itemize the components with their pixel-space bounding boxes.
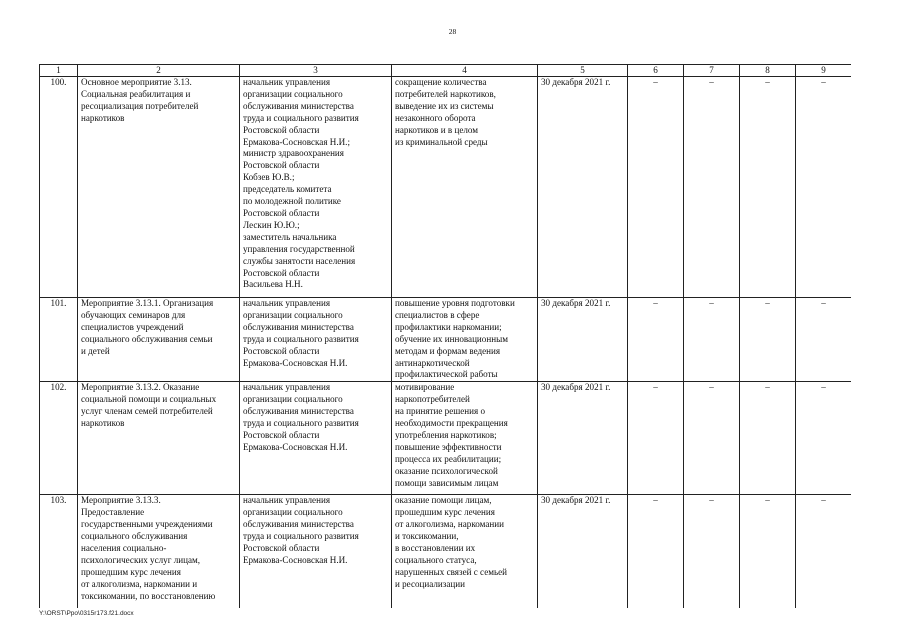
event-line: обучающих семинаров для — [81, 309, 186, 320]
responsible-line: Ермакова-Сосновская Н.И. — [243, 357, 348, 368]
column-header-8: 8 — [740, 65, 796, 77]
responsible-line: Ермакова-Сосновская Н.И.; — [243, 136, 350, 147]
responsible-line: председатель комитета — [243, 184, 332, 195]
result-line: в восстановлении их — [395, 542, 476, 553]
responsible-line: Васильева Н.Н. — [243, 279, 303, 290]
result-line: мотивирование — [395, 382, 455, 393]
cell-c6: – — [628, 495, 684, 608]
result-line: антинаркотической — [395, 357, 470, 368]
responsible-line: организации социального — [243, 88, 343, 99]
event-line: социального обслуживания — [81, 531, 188, 542]
event-line: Основное мероприятие 3.13. — [81, 77, 192, 87]
event-line: Мероприятие 3.13.3. — [81, 495, 161, 506]
cell-event — [78, 77, 240, 298]
event-line: социального обслуживания семьи — [81, 333, 213, 344]
cell-c9: – — [796, 298, 852, 382]
cell-c9: – — [796, 495, 852, 608]
responsible-line: организации социального — [243, 507, 343, 518]
event-line: Мероприятие 3.13.2. Оказание — [81, 382, 200, 393]
responsible-line: труда и социального развития — [243, 531, 359, 542]
event-line: токсикомании, по восстановлению — [81, 590, 216, 601]
cell-c7: – — [684, 495, 740, 608]
result-line: специалистов в сфере — [395, 309, 480, 320]
result-line: процесса их реабилитации; — [395, 453, 502, 464]
cell-c7: – — [684, 77, 740, 298]
plan-table — [39, 64, 851, 608]
result-line: употребления наркотиков; — [395, 429, 497, 440]
result-line: профилактической работы — [395, 369, 498, 380]
responsible-line: обслуживания министерства — [243, 406, 354, 417]
responsible-line: заместитель начальника — [243, 231, 337, 242]
event-line: специалистов учреждений — [81, 321, 184, 332]
cell-responsible — [240, 298, 392, 382]
responsible-line: организации социального — [243, 394, 343, 405]
cell-deadline: 30 декабря 2021 г. — [538, 77, 628, 298]
column-header-7: 7 — [684, 65, 740, 77]
event-line: наркотиков — [81, 112, 125, 123]
result-line: незаконного оборота — [395, 112, 476, 123]
cell-c7: – — [684, 298, 740, 382]
responsible-line: Ермакова-Сосновская Н.И. — [243, 554, 348, 565]
result-line: сокращение количества — [395, 77, 487, 87]
responsible-line: труда и социального развития — [243, 418, 359, 429]
responsible-line: Ростовской области — [243, 542, 320, 553]
responsible-line: по молодежной политике — [243, 196, 341, 207]
result-line: обучение их инновационным — [395, 333, 508, 344]
result-line: повышение эффективности — [395, 441, 502, 452]
cell-result — [392, 382, 538, 495]
result-line: и токсикомании, — [395, 531, 459, 542]
plan-table-container — [39, 64, 851, 608]
cell-c6: – — [628, 298, 684, 382]
result-line: от алкоголизма, наркомании — [395, 519, 505, 530]
responsible-line: Кобзев Ю.В.; — [243, 172, 295, 183]
result-line: на принятие решения о — [395, 406, 486, 417]
result-line: помощи зависимым лицам — [395, 477, 499, 488]
result-line: и ресоциализации — [395, 578, 466, 589]
row-number: 102. — [40, 382, 78, 495]
result-line: оказание психологической — [395, 465, 498, 476]
responsible-line: службы занятости населения — [243, 255, 356, 266]
result-line: профилактики наркомании; — [395, 321, 502, 332]
cell-c8: – — [740, 382, 796, 495]
cell-c8: – — [740, 495, 796, 608]
result-line: наркотиков и в целом — [395, 124, 479, 135]
event-line: прошедшим курс лечения — [81, 566, 181, 577]
responsible-line: Ростовской области — [243, 160, 320, 171]
cell-c6: – — [628, 382, 684, 495]
event-line: государственными учреждениями — [81, 519, 213, 530]
responsible-line: начальник управления — [243, 77, 330, 87]
cell-c8: – — [740, 77, 796, 298]
responsible-line: начальник управления — [243, 382, 330, 393]
responsible-line: управления государственной — [243, 243, 355, 254]
cell-responsible — [240, 382, 392, 495]
result-line: нарушенных связей с семьей — [395, 566, 508, 577]
cell-c6: – — [628, 77, 684, 298]
event-line: от алкоголизма, наркомании и — [81, 578, 198, 589]
header-row — [40, 65, 852, 77]
responsible-line: министр здравоохранения — [243, 148, 344, 159]
responsible-line: труда и социального развития — [243, 333, 359, 344]
result-line: социального статуса, — [395, 554, 477, 565]
responsible-line: начальник управления — [243, 495, 330, 506]
result-line: повышение уровня подготовки — [395, 298, 515, 308]
table-row — [40, 382, 852, 495]
cell-c8: – — [740, 298, 796, 382]
responsible-line: Ростовской области — [243, 207, 320, 218]
column-header-2: 2 — [78, 65, 240, 77]
event-line: населения социально- — [81, 542, 167, 553]
column-header-6: 6 — [628, 65, 684, 77]
result-line: оказание помощи лицам, — [395, 495, 492, 506]
responsible-line: начальник управления — [243, 298, 330, 308]
responsible-line: Ростовской области — [243, 124, 320, 135]
event-line: ресоциализация потребителей — [81, 100, 199, 111]
responsible-line: Ермакова-Сосновская Н.И. — [243, 441, 348, 452]
cell-c9: – — [796, 77, 852, 298]
column-header-3: 3 — [240, 65, 392, 77]
cell-result — [392, 77, 538, 298]
responsible-line: обслуживания министерства — [243, 519, 354, 530]
responsible-line: труда и социального развития — [243, 112, 359, 123]
column-header-1: 1 — [40, 65, 78, 77]
result-line: выведение их из системы — [395, 100, 494, 111]
cell-event — [78, 298, 240, 382]
cell-deadline: 30 декабря 2021 г. — [538, 495, 628, 608]
result-line: наркопотребителей — [395, 394, 470, 405]
table-row — [40, 298, 852, 382]
responsible-line: обслуживания министерства — [243, 321, 354, 332]
page-number: 28 — [448, 27, 457, 36]
cell-c9: – — [796, 382, 852, 495]
cell-result — [392, 495, 538, 608]
cell-responsible — [240, 495, 392, 608]
cell-deadline: 30 декабря 2021 г. — [538, 382, 628, 495]
column-header-4: 4 — [392, 65, 538, 77]
responsible-line: обслуживания министерства — [243, 100, 354, 111]
result-line: из криминальной среды — [395, 136, 488, 147]
event-line: услуг членам семей потребителей — [81, 406, 213, 417]
row-number: 103. — [40, 495, 78, 608]
row-number: 101. — [40, 298, 78, 382]
responsible-line: Лескин Ю.Ю.; — [243, 219, 300, 230]
event-line: Социальная реабилитация и — [81, 88, 191, 99]
cell-responsible — [240, 77, 392, 298]
file-path-footer: Y:\ORST\Ppo\0315r173.f21.docx — [39, 610, 134, 617]
table-row — [40, 77, 852, 298]
event-line: Мероприятие 3.13.1. Организация — [81, 298, 214, 308]
column-header-9: 9 — [796, 65, 852, 77]
cell-event — [78, 495, 240, 608]
result-line: потребителей наркотиков, — [395, 88, 496, 99]
event-line: социальной помощи и социальных — [81, 394, 217, 405]
event-line: психологических услуг лицам, — [81, 554, 201, 565]
cell-deadline: 30 декабря 2021 г. — [538, 298, 628, 382]
event-line: наркотиков — [81, 418, 125, 429]
result-line: необходимости прекращения — [395, 418, 508, 429]
result-line: прошедшим курс лечения — [395, 507, 495, 518]
cell-event — [78, 382, 240, 495]
cell-c7: – — [684, 382, 740, 495]
responsible-line: организации социального — [243, 309, 343, 320]
responsible-line: Ростовской области — [243, 429, 320, 440]
column-header-5: 5 — [538, 65, 628, 77]
row-number: 100. — [40, 77, 78, 298]
table-row — [40, 495, 852, 608]
responsible-line: Ростовской области — [243, 267, 320, 278]
responsible-line: Ростовской области — [243, 345, 320, 356]
event-line: Предоставление — [81, 507, 145, 518]
table-body — [40, 77, 852, 609]
cell-result — [392, 298, 538, 382]
event-line: и детей — [81, 345, 110, 356]
result-line: методам и формам ведения — [395, 345, 501, 356]
